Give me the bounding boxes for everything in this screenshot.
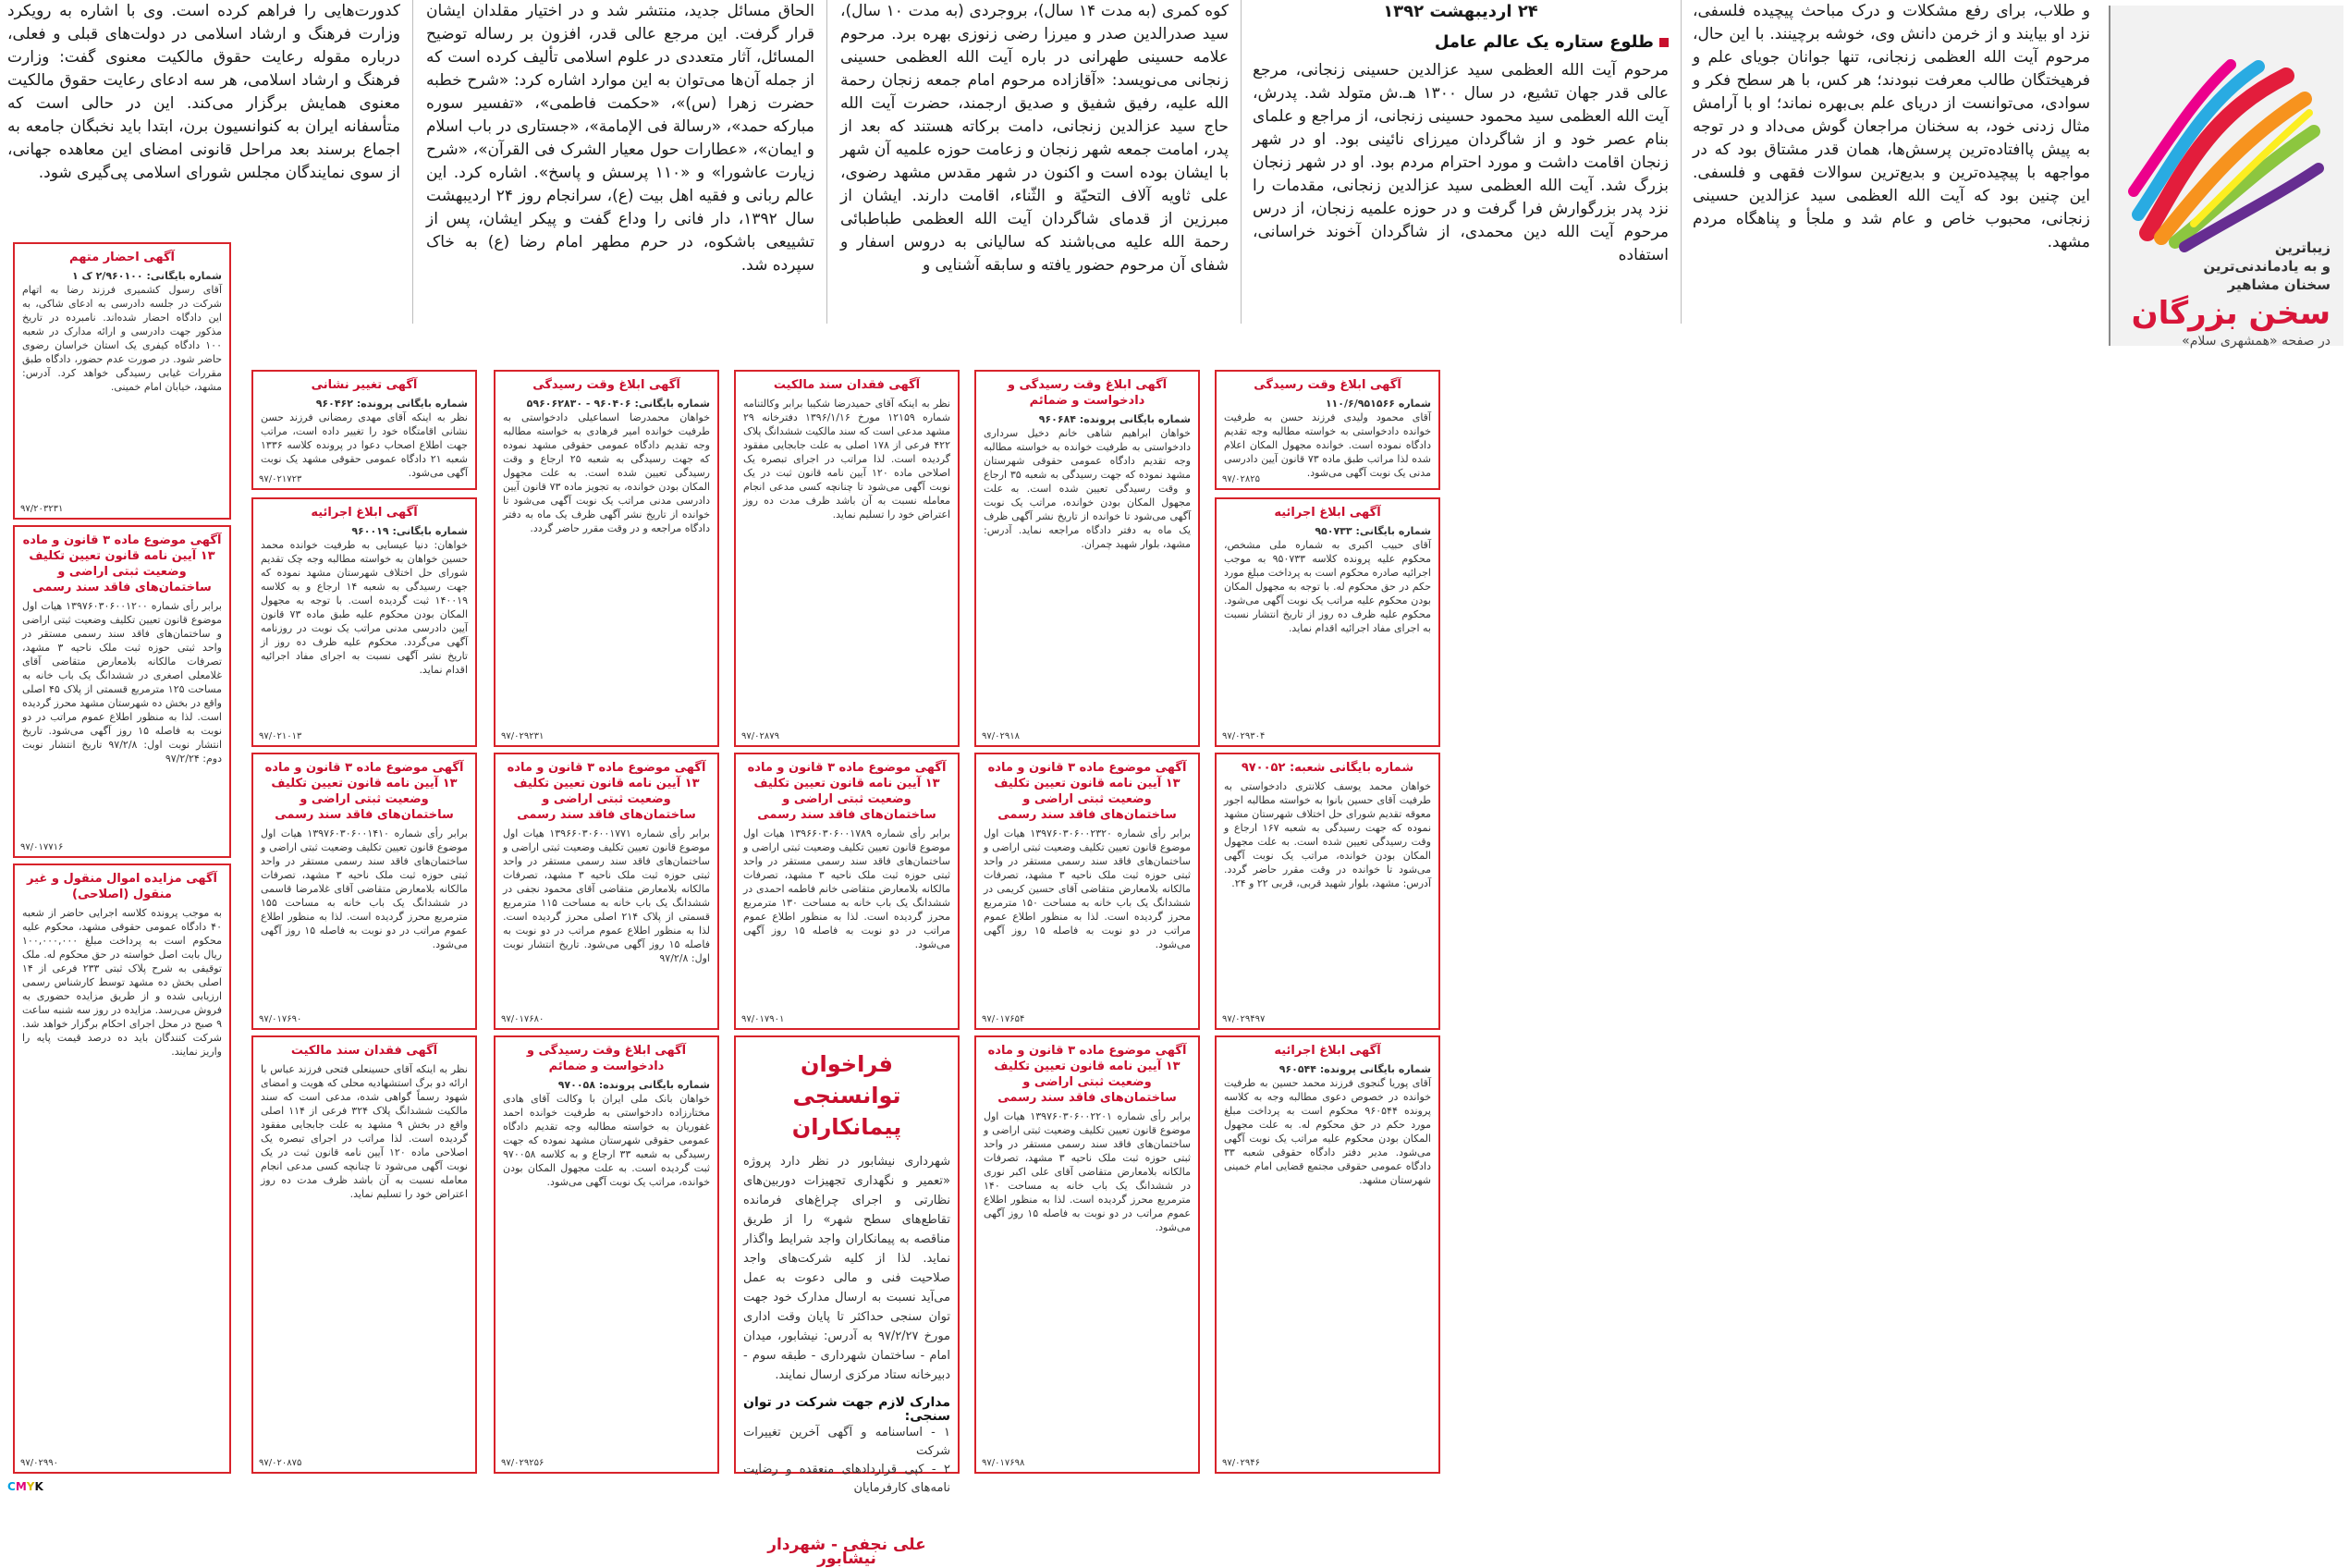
ad-body: آقای محمود ولیدی فرزند حسن به طرفیت خوانده دادخواستی به خواسته مطالبه وجه تقدیم دادگاه نموده است. خوانده مجهول المکان اعلام شده لذا مراتب طبق ماده ۷۳ قانون آیین دادرسی مدنی یک نوبت آگهی می‌شود.	[1224, 411, 1431, 479]
ad-code: ۹۷/۰۲۹۳۰۴	[1222, 731, 1266, 741]
ad-title: آگهی تغییر نشانی	[311, 378, 418, 392]
ad-code: ۹۷/۰۲۰۸۷۵	[259, 1458, 302, 1468]
ad-title: آگهی فقدان سند مالکیت	[773, 378, 921, 392]
tender-doc-item: ۱ - اساسنامه و آگهی آخرین تغییرات شرکت	[743, 1426, 950, 1458]
ad-hearing-notice[interactable]	[1215, 370, 1440, 490]
logo-line3: سخنان مشاهیر	[2227, 276, 2331, 293]
ad-title: آگهی فقدان سند مالکیت	[290, 1044, 438, 1058]
article-paragraph: کوه کمری (به مدت ۱۴ سال)، بروجردی (به مدت ۱۰ سال)، سید صدرالدین صدر و میرزا رضی زنوزی بهره برد. مرحوم علامه حسینی طهرانی در باره آیت الله العظمی حسینی زنجانی می‌نویسد: «آقازاده مرحوم امام جمعه زنجان رحمة الله علیه، رفیق شفیق و صدیق ارجمند، حضرت آیت الله حاج سید عزالدین زنجانی، دامت برکاته هستند که بعد از پدر، امامت جمعه شهر زنجان و زعامت حوزه علمیه آن شهر با ایشان بوده است و اکنون در شهر مقدس مشهد رضوی، علی ثاویه آلاف التحیّة و الثّناء، اقامت دارند. ایشان از مبرزین از قدمای شاگردان آیت الله العظمی طباطبائی رحمة الله علیه می‌باشند که سالیانی به دروس اسفار و شفای آن مرحوم حضور یافته و سابقه آشنایی و	[840, 2, 1229, 275]
ad-number: شماره بایگانی: ۹۶۰۴۰۶ - ۵۹۶۰۶۲۸۳۰	[526, 398, 710, 410]
ad-body: خواهان ابراهیم شاهی خانم دخیل سرداری دادخواستی به طرفیت خوانده به خواسته مطالبه وجه تقدیم دادگاه عمومی حقوقی شهرستان مشهد نموده که جهت رسیدگی به شعبه ۳۵ ارجاع و وقت رسیدگی تعیین شده است. به علت مجهول المکان بودن خوانده، مراتب یک نوبت آگهی می‌شود تا خوانده از تاریخ نشر آگهی ظرف یک ماه به دفتر دادگاه مراجعه نماید. آدرس: مشهد، بلوار شهید چمران.	[984, 427, 1191, 550]
ad-code: ۹۷/۰۲۹۲۵۶	[501, 1458, 544, 1468]
ad-body: نظر به اینکه آقای مهدی رمضانی فرزند حسن نشانی اقامتگاه خود را تغییر داده است، مراتب جهت اطلاع اصحاب دعوا در پرونده کلاسه ۱۳۳۶ شعبه ۲۱ دادگاه عمومی حقوقی مشهد یک نوبت آگهی می‌شود.	[261, 411, 468, 479]
ad-lost-deed[interactable]	[251, 1035, 477, 1474]
ad-number: شماره ۱۱۰/۶/۹۵۱۵۶۶	[1325, 398, 1431, 410]
ad-code: ۹۷/۰۱۷۶۸۰	[501, 1014, 544, 1024]
ad-title: آگهی ابلاغ اجرائیه	[1274, 506, 1381, 520]
ad-hearing-notice[interactable]	[1215, 753, 1440, 1030]
logo-credit: در صفحه «همشهری سلام»	[2182, 334, 2331, 349]
ad-code: ۹۷/۰۱۷۷۱۶	[20, 842, 64, 852]
tender-doc-item: ۲ - کپی قراردادهای منعقده و رضایت نامه‌های کارفرمایان	[743, 1463, 950, 1495]
ad-hearing-notice[interactable]	[494, 1035, 719, 1474]
article-paragraph: کدورت‌هایی را فراهم کرده است. وی با اشاره به رویکرد وزارت فرهنگ و ارشاد اسلامی در دولت‌های قبلی و فعلی، درباره مقوله رعایت حقوق مالکیت معنوی گفت: وزارت فرهنگ و ارشاد اسلامی، هر سه ادعای رعایت حقوق مالکیت معنوی همایش برگزار می‌کند. این در حالی است که متأسفانه ایران به کنوانسیون برن، ابتدا باید نخبگان جامعه به اجماع برسند بعد مراحل قانونی امضای این معاهده جهانی، از سوی نمایندگان مجلس شورای اسلامی پی‌گیری شود.	[7, 2, 400, 182]
tender-signature: علی نجفی - شهردار نیشابور	[767, 1536, 926, 1568]
ad-title: شماره بایگانی شعبه: ۹۷۰۰۵۲	[1241, 761, 1414, 775]
ad-title: آگهی ابلاغ اجرائیه	[1274, 1044, 1381, 1058]
ad-hearing-notice[interactable]	[494, 370, 719, 747]
tender-body: شهرداری نیشابور در نظر دارد پروژه «تعمیر و نگهداری تجهیزات دوربین‌های نظارتی و اجرای چراغ‌های فرمانده تقاطع‌های سطح شهر» را از طریق مناقصه به پیمانکاران واجد شرایط واگذار نماید. لذا از کلیه شرکت‌های واجد صلاحیت فنی و مالی دعوت به عمل می‌آید نسبت به ارسال مدارک خود جهت توان سنجی حداکثر تا پایان وقت اداری مورخ ۹۷/۲/۲۷ به آدرس: نیشابور، میدان امام - ساختمان شهرداری - طبقه سوم - دبیرخانه ستاد مرکزی ارسال نمایند.	[743, 1155, 950, 1382]
ad-body: برابر رأی شماره ۱۳۹۶۶۰۳۰۶۰۰۱۷۷۱ هیات اول موضوع قانون تعیین تکلیف وضعیت ثبتی اراضی و ساختمان‌های فاقد سند رسمی مستقر در واحد ثبتی حوزه ثبت ملک ناحیه ۳ مشهد، تصرفات مالکانه بلامعارض متقاضی آقای محمود نجفی در ششدانگ یک باب خانه به مساحت ۱۱۵ مترمربع قسمتی از پلاک ۲۱۴ اصلی محرز گردیده است. لذا به منظور اطلاع عموم مراتب در دو نوبت به فاصله ۱۵ روز آگهی می‌شود. تاریخ انتشار نوبت اول: ۹۷/۲/۸	[503, 827, 710, 964]
ad-land-registry[interactable]	[974, 1035, 1200, 1474]
ad-body: آقای رسول کشمیری فرزند رضا به اتهام شرکت در جلسه دادرسی به ادعای شاکی، به این دادگاه احضار شده‌اند. نامبرده در تاریخ مذکور جهت دادرسی و ارائه مدارک در شعبه ۱۰۰ دادگاه کیفری یک استان خراسان رضوی حاضر شود. در صورت عدم حضور، دادگاه طبق مقررات غیابی رسیدگی خواهد کرد. آدرس: مشهد، خیابان امام خمینی.	[22, 284, 222, 393]
ad-number: شماره بایگانی پرونده: ۹۷۰۰۵۸	[557, 1079, 710, 1091]
logo-caption	[2120, 239, 2331, 349]
tender-docs-heading: مدارک لازم جهت شرکت در توان سنجی:	[743, 1395, 950, 1424]
print-color-marks	[7, 1480, 43, 1493]
ad-number: شماره بایگانی پرونده: ۹۶۰۴۶۲	[315, 398, 468, 410]
ad-code: ۹۷/۰۱۷۶۹۰	[259, 1014, 302, 1024]
ad-body: خواهان محمد یوسف کلانتری دادخواستی به طرفیت آقای حسین بانوا به خواسته مطالبه اجور معوقه تقدیم شورای حل اختلاف شهرستان مشهد نموده که جهت رسیدگی به شعبه ۱۶۷ ارجاع و وقت رسیدگی تعیین شده است. به علت مجهول المکان بودن خوانده، مراتب یک نوبت آگهی می‌شود تا خوانده در وقت مقرر حاضر گردد. آدرس: مشهد، بلوار شهید قربی، قربی ۲۲ و ۲۴.	[1224, 780, 1432, 889]
ad-hearing-notice[interactable]	[974, 370, 1200, 747]
article-column-1	[1693, 0, 2090, 324]
ad-title: آگهی موضوع ماده ۳ قانون و ماده ۱۳ آیین نامه قانون تعیین تکلیف وضعیت ثبتی اراضی و ساختمان‌های فاقد سند رسمی	[987, 1044, 1187, 1105]
feature-logo-box[interactable]	[2109, 6, 2343, 349]
column-divider	[1241, 0, 1242, 324]
ad-body: برابر رأی شماره ۱۳۹۶۶۰۳۰۶۰۰۱۷۸۹ هیات اول موضوع قانون تعیین تکلیف وضعیت ثبتی اراضی و ساختمان‌های فاقد سند رسمی مستقر در واحد ثبتی حوزه ثبت ملک ناحیه ۳ مشهد، تصرفات مالکانه بلامعارض متقاضی خانم فاطمه احمدی در ششدانگ یک باب خانه به مساحت ۱۳۰ مترمربع محرز گردیده است. لذا به منظور اطلاع عموم مراتب در دو نوبت به فاصله ۱۵ روز آگهی می‌شود.	[743, 827, 950, 950]
ad-code: ۹۷/۰۲۹۹۰	[20, 1458, 58, 1468]
ad-code: ۹۷/۰۲۸۲۵	[1222, 474, 1260, 484]
ad-title: آگهی موضوع ماده ۳ قانون و ماده ۱۳ آیین نامه قانون تعیین تکلیف وضعیت ثبتی اراضی و ساختمان‌های فاقد سند رسمی	[22, 533, 222, 594]
ad-number: شماره بایگانی: ۹۵۰۷۳۳	[1315, 525, 1431, 537]
ad-land-registry[interactable]	[13, 525, 231, 858]
ad-code: ۹۷/۰۲۱۷۲۳	[259, 474, 302, 484]
column-divider	[1681, 0, 1682, 324]
ad-body: خواهان بانک ملی ایران با وکالت آقای هادی مختارزاده دادخواستی به طرفیت خوانده احمد غفوریان به خواسته مطالبه وجه تقدیم دادگاه عمومی حقوقی شهرستان مشهد نموده که جهت رسیدگی به شعبه ۳۳ ارجاع و به کلاسه ۹۷۰۰۵۸ ثبت گردیده است. به علت مجهول المکان بودن خوانده، مراتب یک نوبت آگهی می‌شود.	[503, 1093, 710, 1188]
tender-call[interactable]	[734, 1035, 960, 1568]
ad-code: ۹۷/۰۱۷۹۰۱	[741, 1014, 785, 1024]
ad-enforcement[interactable]	[1215, 1035, 1440, 1474]
ad-title: آگهی موضوع ماده ۳ قانون و ماده ۱۳ آیین نامه قانون تعیین تکلیف وضعیت ثبتی اراضی و ساختمان‌های فاقد سند رسمی	[264, 761, 464, 822]
article-paragraph: الحاق مسائل جدید، منتشر شد و در اختیار مقلدان ایشان قرار گرفت. این مرجع عالی قدر، افزون بر رساله توضیح المسائل، آثار متعددی در علوم اسلامی تألیف کرده است که از جمله آن‌ها می‌توان به این موارد اشاره کرد: «شرح خطبه حضرت زهرا (س)»، «حکمت فاطمی»، «تفسیر سوره مبارکه حمد»، «رسالة فی الإمامة»، «جستاری در باب اسلام و ایمان»، «عطارات حول معیار الشرک فی القرآن»، «شرح زیارت عاشورا» و «۱۱۰ پرسش و پاسخ». اشاره کرد. این عالم ربانی و فقیه اهل بیت (ع)، سرانجام روز ۲۴ اردیبهشت سال ۱۳۹۲، دار فانی را وداع گفت و پیکر ایشان، پس از تشییعی باشکوه، در حرم مطهر امام رضا (ع) به خاک سپرده شد.	[426, 2, 814, 275]
ad-title: آگهی ابلاغ وقت رسیدگی و دادخواست و ضمائم	[1007, 378, 1168, 408]
article-paragraph: مرحوم آیت الله العظمی سید عزالدین حسینی زنجانی، مرجع عالی قدر جهان تشیع، در سال ۱۳۰۰ هـ.ش متولد شد. پدرش، آیت الله العظمی سید محمود حسینی زنجانی، از مراجع و علمای بنام عصر خود و از شاگردان میرزای نائینی بود. او در شهر زنجان اقامت داشت و مورد احترام مردم بود. او در شهر زنجان بزرگ شد. آیت الله العظمی سید عزالدین زنجانی، مقدمات را نزد پدر بزرگوارش فرا گرفت و در حوزه علمیه زنجان، از درس مرحوم آیت الله دین محمدی، از شاگردان آخوند خراسانی، استفاده	[1253, 61, 1669, 264]
ad-land-registry[interactable]	[494, 753, 719, 1030]
ad-enforcement[interactable]	[251, 497, 477, 747]
ad-body: خواهان محمدرضا اسماعیلی دادخواستی به طرفیت خوانده امیر فرهادی به خواسته مطالبه وجه تقدیم دادگاه عمومی حقوقی مشهد نموده که جهت رسیدگی به شعبه ۲۵ ارجاع و وقت رسیدگی تعیین شده است. به علت مجهول المکان بودن خوانده، به تجویز ماده ۷۳ قانون آیین دادرسی مدنی مراتب یک نوبت آگهی می‌شود تا خوانده از تاریخ نشر آگهی ظرف یک ماه به دفتر دادگاه مراجعه و در وقت مقرر حاضر گردد.	[503, 411, 710, 534]
red-square-icon	[1659, 38, 1669, 47]
ad-body: به موجب پرونده کلاسه اجرایی حاضر از شعبه ۴۰ دادگاه عمومی حقوقی مشهد، محکوم علیه محکوم است به پرداخت مبلغ ۱۰۰,۰۰۰,۰۰۰ ریال بابت اصل خواسته در حق محکوم له. ملک توقیفی به شرح پلاک ثبتی ۲۳۳ فرعی از ۱۴ اصلی بخش ده مشهد توسط کارشناس رسمی ارزیابی شده و از طریق مزایده حضوری به فروش می‌رسد. مزایده در روز سه شنبه ساعت ۹ صبح در محل اجرای احکام برگزار خواهد شد. شرکت کنندگان باید ده درصد قیمت پایه را واریز نمایند.	[22, 907, 222, 1058]
ad-code: ۹۷/۰۲۸۷۹	[741, 731, 779, 741]
ad-enforcement[interactable]	[1215, 497, 1440, 747]
article-column-4	[426, 0, 814, 324]
ad-code: ۹۷/۰۲۱۰۱۳	[259, 731, 302, 741]
article-column-3	[840, 0, 1229, 324]
tender-title: فراخوان توانسنجی پیمانکاران	[791, 1051, 902, 1140]
subheading-text: طلوع ستاره یک عالم عامل	[1434, 32, 1654, 52]
ad-address-change[interactable]	[251, 370, 477, 490]
logo-line2: و به یادماندنی‌ترین	[2203, 258, 2331, 275]
ad-title: آگهی ابلاغ وقت رسیدگی و دادخواست و ضمائم	[526, 1044, 687, 1073]
ad-lost-deed[interactable]	[734, 370, 960, 747]
ad-number: شماره بایگانی: ۲/۹۶۰۱۰۰ ک ۱	[71, 270, 222, 282]
ad-code: ۹۷/۰۲۹۱۸	[982, 731, 1020, 741]
ad-land-registry[interactable]	[974, 753, 1200, 1030]
column-divider	[826, 0, 827, 324]
ad-code: ۹۷/۰۲۹۴۹۷	[1222, 1014, 1266, 1024]
column-divider	[412, 0, 413, 324]
ad-land-registry[interactable]	[251, 753, 477, 1030]
ad-title: آگهی موضوع ماده ۳ قانون و ماده ۱۳ آیین نامه قانون تعیین تکلیف وضعیت ثبتی اراضی و ساختمان‌های فاقد سند رسمی	[987, 761, 1187, 822]
article-column-5	[7, 0, 400, 213]
ad-body: آقای پوریا گنجوی فرزند محمد حسین به طرفیت خوانده در خصوص دعوی مطالبه وجه به کلاسه پرونده ۹۶۰۵۴۴ محکوم است به پرداخت مبلغ مورد حکم در حق محکوم له. به علت مجهول المکان بودن محکوم علیه مراتب یک نوبت آگهی می‌شود. مدیر دفتر دادگاه حقوقی شعبه ۳۳ دادگاه عمومی حقوقی مجتمع قضایی امام خمینی شهرستان مشهد.	[1224, 1077, 1431, 1186]
logo-brand: سخن بزرگان	[2131, 295, 2331, 332]
black-mark: K	[34, 1480, 43, 1493]
magenta-mark: M	[15, 1480, 27, 1493]
ad-title: آگهی ابلاغ اجرائیه	[311, 506, 418, 520]
ribbon-logo-art	[2129, 57, 2323, 251]
ad-code: ۹۷/۰۲۹۴۶	[1222, 1458, 1260, 1468]
ad-title: آگهی مزایده اموال منقول و غیر منقول (اصلاحی)	[27, 872, 217, 901]
ad-title: آگهی ابلاغ وقت رسیدگی	[1254, 378, 1401, 392]
ad-body: برابر رأی شماره ۱۳۹۷۶۰۳۰۶۰۰۲۲۰۱ هیات اول موضوع قانون تعیین تکلیف وضعیت ثبتی اراضی و ساختمان‌های فاقد سند رسمی مستقر در واحد ثبتی حوزه ثبت ملک ناحیه ۳ مشهد، تصرفات مالکانه بلامعارض متقاضی آقای علی اکبر نوری در ششدانگ یک باب خانه به مساحت ۱۴۰ مترمربع محرز گردیده است. لذا به منظور اطلاع عموم مراتب در دو نوبت به فاصله ۱۵ روز آگهی می‌شود.	[984, 1110, 1191, 1233]
ad-body: برابر رأی شماره ۱۳۹۷۶۰۳۰۶۰۰۱۴۱۰ هیات اول موضوع قانون تعیین تکلیف وضعیت ثبتی اراضی و ساختمان‌های فاقد سند رسمی مستقر در واحد ثبتی حوزه ثبت ملک ناحیه ۳ مشهد، تصرفات مالکانه بلامعارض متقاضی آقای غلامرضا قاسمی در ششدانگ یک باب خانه به مساحت ۱۵۵ مترمربع محرز گردیده است. لذا به منظور اطلاع عموم مراتب در دو نوبت به فاصله ۱۵ روز آگهی می‌شود.	[261, 827, 468, 950]
ad-title: آگهی احضار متهم	[69, 251, 175, 264]
ad-body: برابر رأی شماره ۱۳۹۷۶۰۳۰۶۰۰۱۲۰۰ هیات اول موضوع قانون تعیین تکلیف وضعیت ثبتی اراضی و ساختمان‌های فاقد سند رسمی مستقر در واحد ثبتی حوزه ثبت ملک ناحیه ۳ مشهد، تصرفات مالکانه بلامعارض متقاضی آقای غلامعلی اصغری در ششدانگ یک باب خانه به مساحت ۱۲۵ مترمربع قسمتی از پلاک ۴۵ اصلی واقع در بخش ده شهرستان مشهد محرز گردیده است. لذا به منظور اطلاع عموم مراتب در دو نوبت به فاصله ۱۵ روز آگهی می‌شود. تاریخ انتشار نوبت اول: ۹۷/۲/۸ تاریخ انتشار نوبت دوم: ۹۷/۲/۲۴	[22, 600, 223, 765]
article-column-2	[1253, 0, 1669, 324]
ad-title: آگهی ابلاغ وقت رسیدگی	[532, 378, 680, 392]
ad-number: شماره بایگانی پرونده: ۹۶۰۶۸۴	[1038, 413, 1191, 425]
ad-number: شماره بایگانی: ۹۶۰۰۱۹	[351, 525, 468, 537]
ad-auction[interactable]	[13, 864, 231, 1474]
ad-number: شماره بایگانی پرونده: ۹۶۰۵۴۴	[1278, 1063, 1431, 1075]
ad-code: ۹۷/۰۲۹۲۳۱	[501, 731, 544, 741]
ad-code: ۹۷/۰۱۷۶۹۸	[982, 1458, 1025, 1468]
ad-body: خواهان: دنیا عیسایی به طرفیت خوانده محمد حسین خواهان به خواسته مطالبه وجه چک تقدیم شورای حل اختلاف شهرستان مشهد نموده که جهت رسیدگی به شعبه ۱۴ ارجاع و به کلاسه ۱۴۰۰۱۹ ثبت گردیده است. با توجه به مجهول المکان بودن محکوم علیه طبق ماده ۷۳ قانون آیین دادرسی مدنی مراتب یک نوبت در روزنامه آگهی می‌گردد. محکوم علیه ظرف ده روز از تاریخ نشر آگهی نسبت به اجرای مفاد اجرائیه اقدام نماید.	[261, 539, 469, 676]
ad-code: ۹۷/۲۰۳۲۳۱	[20, 504, 64, 514]
ad-code: ۹۷/۰۱۷۶۵۴	[982, 1014, 1025, 1024]
issue-date: ۲۴ اردیبهشت ۱۳۹۲	[1383, 2, 1538, 21]
ad-body: نظر به اینکه آقای حمیدرضا شکیبا برابر وکالتنامه شماره ۱۲۱۵۹ مورخ ۱۳۹۶/۱/۱۶ دفترخانه ۲۹ مشهد مدعی است که سند مالکیت ششدانگ پلاک ۴۲۲ فرعی از ۱۷۸ اصلی به علت جابجایی مفقود گردیده است. لذا مراتب در اجرای تبصره یک اصلاحی ماده ۱۲۰ آیین نامه قانون ثبت در یک نوبت آگهی می‌شود تا چنانچه کسی مدعی انجام معامله نسبت به آن باشد ظرف مدت ده روز اعتراض خود را تسلیم نماید.	[743, 398, 951, 521]
ad-body: آقای حبیب اکبری به شماره ملی مشخص، محکوم علیه پرونده کلاسه ۹۵۰۷۳۳ به موجب اجرائیه صادره محکوم است به پرداخت مبلغ مورد حکم در حق محکوم له. با توجه به مجهول المکان بودن محکوم علیه مراتب یک نوبت آگهی می‌شود. محکوم علیه ظرف ده روز از تاریخ انتشار نسبت به اجرای مفاد اجرائیه اقدام نماید.	[1224, 539, 1431, 634]
ad-summons[interactable]	[13, 242, 231, 520]
yellow-mark: Y	[26, 1480, 35, 1493]
ad-body: برابر رأی شماره ۱۳۹۷۶۰۳۰۶۰۰۲۳۲۰ هیات اول موضوع قانون تعیین تکلیف وضعیت ثبتی اراضی و ساختمان‌های فاقد سند رسمی مستقر در واحد ثبتی حوزه ثبت ملک ناحیه ۳ مشهد، تصرفات مالکانه بلامعارض متقاضی آقای حسین کریمی در ششدانگ یک باب خانه به مساحت ۱۵۰ مترمربع محرز گردیده است. لذا به منظور اطلاع عموم مراتب در دو نوبت به فاصله ۱۵ روز آگهی می‌شود.	[984, 827, 1191, 950]
logo-line1: زیباترین	[2274, 239, 2331, 256]
ad-title: آگهی موضوع ماده ۳ قانون و ماده ۱۳ آیین نامه قانون تعیین تکلیف وضعیت ثبتی اراضی و ساختمان‌های فاقد سند رسمی	[507, 761, 706, 822]
article-subheading	[1253, 31, 1669, 54]
cyan-mark: C	[7, 1480, 16, 1493]
ad-body: نظر به اینکه آقای حسینعلی فتحی فرزند عباس با ارائه دو برگ استشهادیه محلی که هویت و امضای شهود رسماً گواهی شده، مدعی است که سند مالکیت ششدانگ پلاک ۳۲۴ فرعی از ۱۱۴ اصلی واقع در بخش ۹ مشهد به علت جابجایی مفقود گردیده است. لذا مراتب در اجرای تبصره یک اصلاحی ماده ۱۲۰ آیین نامه قانون ثبت در یک نوبت آگهی می‌شود تا چنانچه کسی مدعی انجام معامله نسبت به آن باشد ظرف مدت ده روز اعتراض خود را تسلیم نماید.	[261, 1063, 469, 1200]
ad-land-registry[interactable]	[734, 753, 960, 1030]
ad-title: آگهی موضوع ماده ۳ قانون و ماده ۱۳ آیین نامه قانون تعیین تکلیف وضعیت ثبتی اراضی و ساختمان‌های فاقد سند رسمی	[747, 761, 947, 822]
article-paragraph: و طلاب، برای رفع مشکلات و درک مباحث پیچیده فلسفی، نزد او بیایند و از خرمن دانش وی، خوشه برچینند. با این حال، مرحوم آیت الله العظمی زنجانی، تنها جوانان جویای علم و فرهیختگان طالب معرفت نبودند؛ هر کس، با هر سطح فکر و سوادی، می‌توانست از دریای علم بی‌بهره نماند؛ او با آرامش مثال زدنی خود، به سخنان مراجعان گوش می‌داد و در توجه به پیش پاافتاده‌ترین پرسش‌ها، همان قدر مشتاق بود که در مواجهه با پیچیده‌ترین و بدیع‌ترین سوالات فقهی و فلسفی. این چنین بود که آیت الله العظمی سید عزالدین حسینی زنجانی، محبوب خاص و عام شد و ملجأ و پناهگاه مردم مشهد.	[1693, 2, 2090, 251]
